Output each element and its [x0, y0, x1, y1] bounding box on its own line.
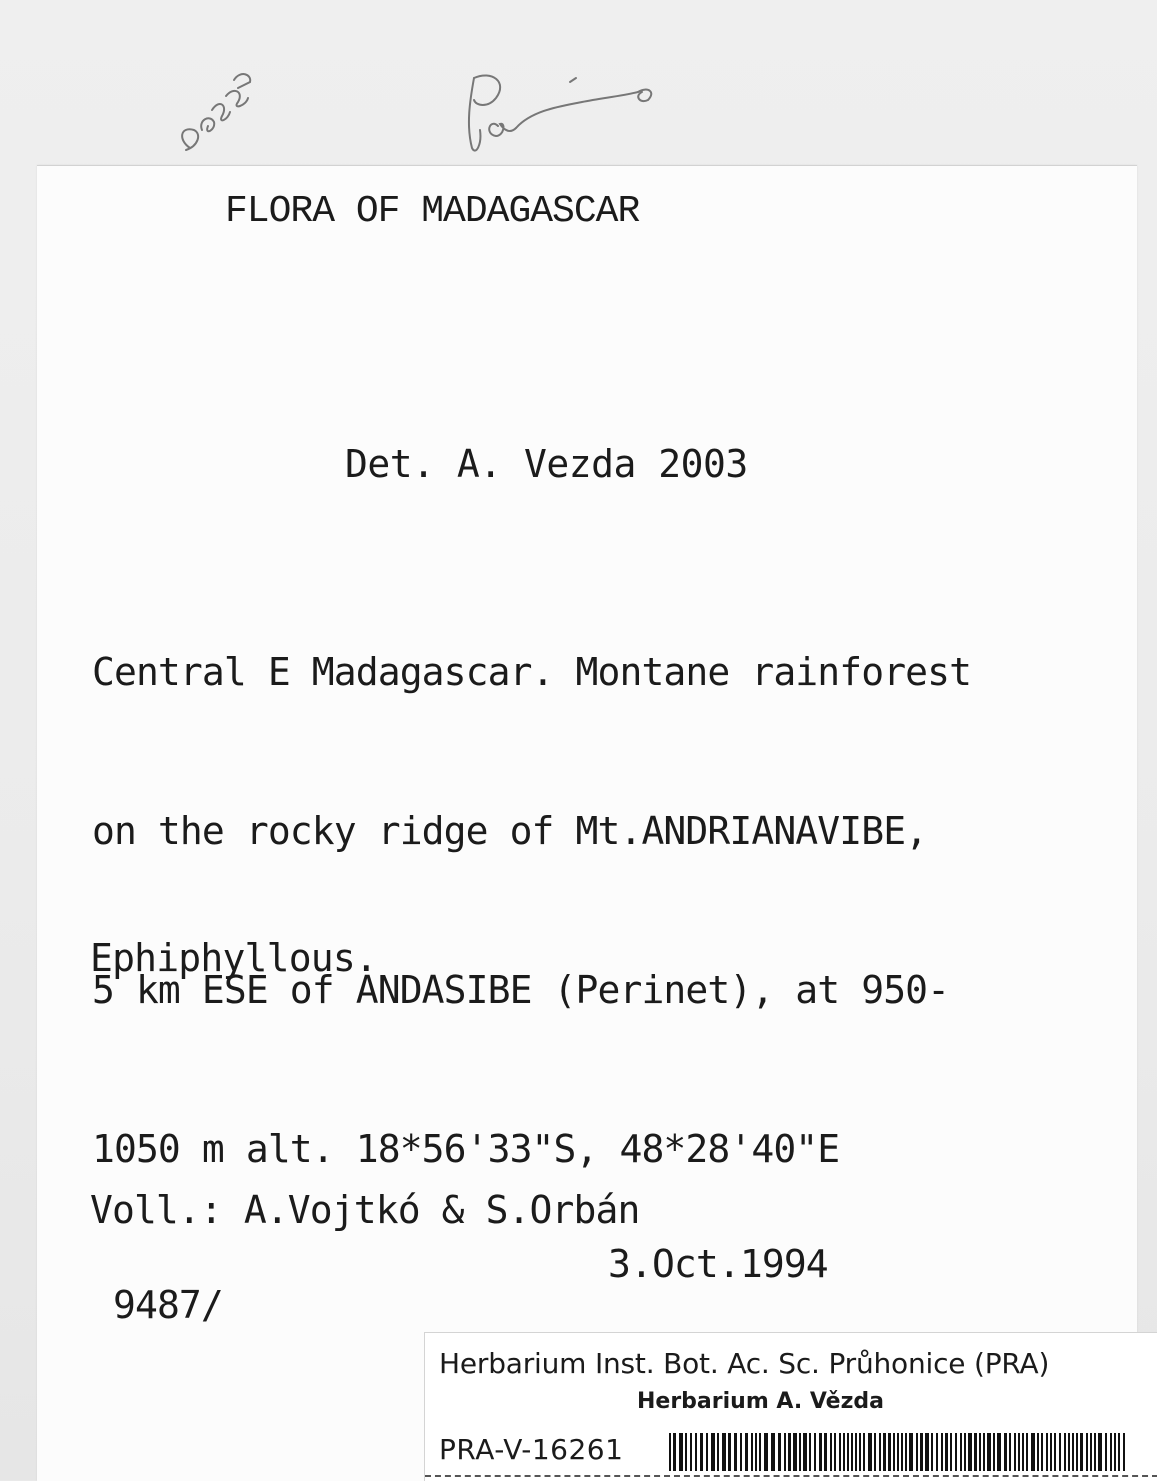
institution-name: Herbarium Inst. Bot. Ac. Sc. Průhonice (PRA): [439, 1347, 1050, 1380]
collectors-line: Voll.: A.Vojtkó & S.Orbán: [90, 1188, 640, 1232]
locality-line: Central E Madagascar. Montane rainforest: [92, 650, 972, 694]
locality-text: [92, 540, 971, 1229]
collection-date: 3.Oct.1994: [608, 1242, 828, 1286]
herbarium-name: Herbarium A. Vězda: [637, 1389, 885, 1414]
label-title: FLORA OF MADAGASCAR: [225, 190, 640, 233]
locality-line: 1050 m alt. 18*56'33"S, 48*28'40"E: [92, 1127, 840, 1171]
barcode-icon: [669, 1433, 1129, 1471]
herbarium-stamp: [424, 1332, 1157, 1481]
pencil-number-annotation: [168, 40, 268, 160]
cut-line-divider: [425, 1475, 1157, 1477]
substrate-text: Ephiphyllous.: [90, 936, 378, 980]
accession-number: PRA-V-16261: [439, 1433, 624, 1466]
locality-line: 5 km ESE of ANDASIBE (Perinet), at 950-: [92, 968, 950, 1012]
determination-line: Det. A. Vezda 2003: [345, 442, 748, 486]
collection-number: 9487/: [113, 1283, 223, 1327]
pencil-initials-annotation: [452, 70, 662, 160]
locality-line: on the rocky ridge of Mt.ANDRIANAVIBE,: [92, 809, 928, 853]
